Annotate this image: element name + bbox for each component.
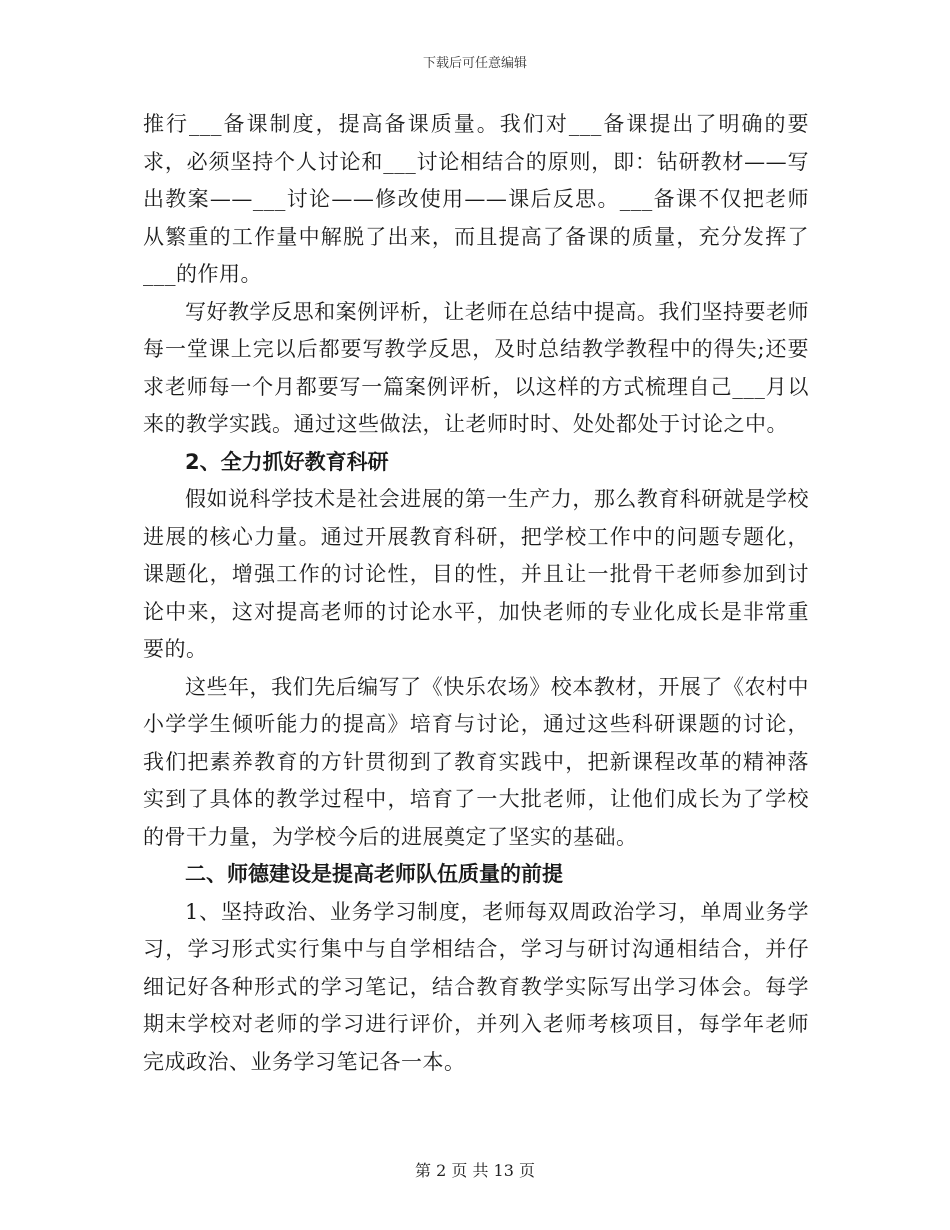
paragraph-research-projects: 这些年，我们先后编写了《快乐农场》校本教材，开展了《农村中小学学生倾听能力的提高》培育与讨论，通过这些科研课题的讨论，我们把素养教育的方针贯彻到了教育实践中，把新课程改革的精神落实到了具体的教学过程中，培育了一大批老师，让他们成长为了学校的骨干力量，为学校今后的进展奠定了坚实的基础。	[143, 674, 809, 849]
paragraph-research-importance: 假如说科学技术是社会进展的第一生产力，那么教育科研就是学校进展的核心力量。通过开展教育科研，把学校工作中的问题专题化，课题化，增强工作的讨论性，目的性，并且让一批骨干老师参加到讨论中来，这对提高老师的讨论水平，加快老师的专业化成长是非常重要的。	[143, 487, 809, 661]
document-body	[143, 106, 809, 1081]
page-header-note: 下载后可任意编辑	[422, 56, 527, 71]
section-heading-education-research: 2、全力抓好教育科研	[185, 449, 389, 474]
paragraph-collective-lesson-prep: 推行___备课制度，提高备课质量。我们对___备课提出了明确的要求，必须坚持个人讨论和___讨论相结合的原则，即：钻研教材——写出教案——___讨论——修改使用——课后反思。___备课不仅把老师从繁重的工作量中解脱了出来，而且提高了备课的质量，充分发挥了___的作用。	[143, 112, 809, 286]
page-number-footer: 第 2 页 共 13 页	[415, 1161, 535, 1180]
paragraph-teaching-reflection: 写好教学反思和案例评析，让老师在总结中提高。我们坚持要老师每一堂课上完以后都要写教学反思，及时总结教学教程中的得失;还要求老师每一个月都要写一篇案例评析，以这样的方式梳理自己___月以来的教学实践。通过这些做法，让老师时时、处处都处于讨论之中。	[143, 299, 809, 436]
section-heading-teacher-ethics: 二、师德建设是提高老师队伍质量的前提	[185, 862, 563, 886]
paragraph-study-system: 1、坚持政治、业务学习制度，老师每双周政治学习，单周业务学习，学习形式实行集中与自学相结合，学习与研讨沟通相结合，并仔细记好各种形式的学习笔记，结合教育教学实际写出学习体会。每学期末学校对老师的学习进行评价，并列入老师考核项目，每学年老师完成政治、业务学习笔记各一本。	[143, 899, 809, 1074]
